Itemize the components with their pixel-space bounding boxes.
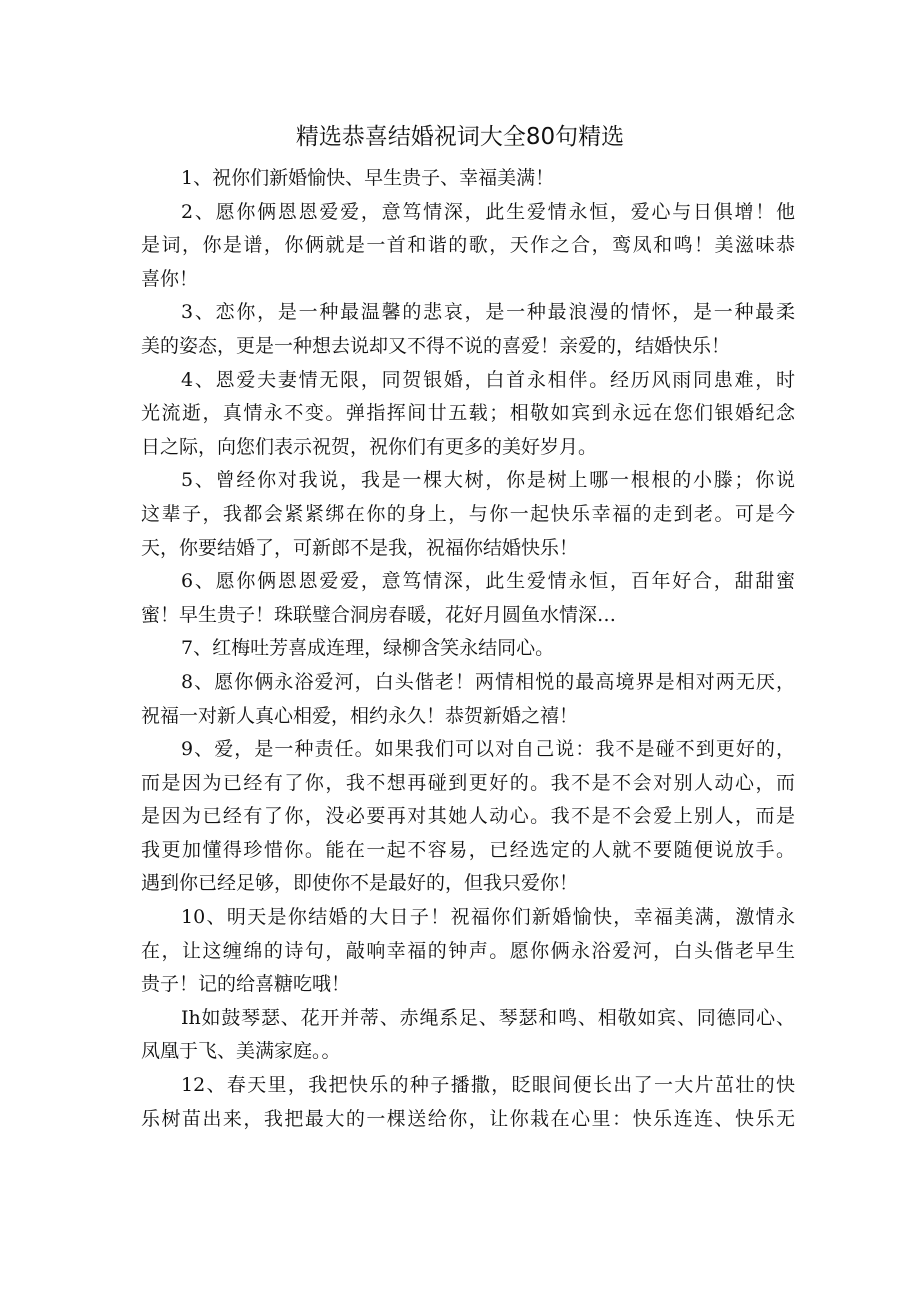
paragraph-line: 是因为已经有了你，没必要再对其她人动心。我不是不会爱上别人，而是	[141, 805, 795, 828]
paragraph-line: 天，你要结婚了，可新郎不是我，祝福你结婚快乐！	[141, 536, 579, 559]
paragraph-line: 遇到你已经足够，即使你不是最好的，但我只爱你！	[141, 872, 579, 895]
paragraph-line: 日之际，向您们表示祝贺，祝你们有更多的美好岁月。	[141, 435, 598, 458]
paragraph-line: 光流逝，真情永不变。弹指挥间廿五载；相敬如宾到永远在您们银婚纪念	[141, 402, 795, 425]
blessing-paragraph	[141, 733, 795, 901]
paragraph-line: 而是因为已经有了你，我不想再碰到更好的。我不是不会对别人动心，而	[141, 771, 795, 794]
blessing-paragraph	[141, 364, 795, 465]
document-body	[141, 162, 795, 1136]
paragraph-line: 喜你！	[141, 267, 199, 290]
paragraph-line: 在，让这缠绵的诗句，敲响幸福的钟声。愿你俩永浴爱河，白头偕老早生	[141, 939, 795, 962]
paragraph-line: 7、红梅吐芳喜成连理，绿柳含笑永结同心。	[181, 637, 555, 660]
paragraph-line: 8、愿你俩永浴爱河，白头偕老！两情相悦的最高境界是相对两无厌，	[181, 670, 795, 693]
paragraph-line: 贵子！记的给喜糖吃哦！	[141, 973, 351, 996]
blessing-paragraph	[141, 901, 795, 1002]
blessing-paragraph	[141, 1069, 795, 1136]
blessing-paragraph	[141, 666, 795, 733]
paragraph-line: 1、祝你们新婚愉快、早生贵子、幸福美满！	[181, 167, 555, 189]
paragraph-line: 12、春天里，我把快乐的种子播撒，眨眼间便长出了一大片茁壮的快	[181, 1074, 795, 1097]
blessing-paragraph	[141, 296, 795, 363]
blessing-paragraph	[141, 632, 795, 666]
paragraph-line: 是词，你是谱，你俩就是一首和谐的歌，天作之合，鸾凤和鸣！美滋味恭	[141, 234, 795, 257]
paragraph-line: 凤凰于飞、美满家庭。。	[141, 1040, 341, 1063]
paragraph-line: Ih如鼓琴瑟、花开并蒂、赤绳系足、琴瑟和鸣、相敬如宾、同德同心、	[181, 1006, 795, 1029]
paragraph-line: 6、愿你俩恩恩爱爱，意笃情深，此生爱情永恒，百年好合，甜甜蜜	[181, 570, 795, 593]
paragraph-line: 祝福一对新人真心相爱，相约永久！恭贺新婚之禧！	[141, 704, 579, 727]
paragraph-line: 乐树苗出来，我把最大的一棵送给你，让你栽在心里：快乐连连、快乐无	[141, 1107, 795, 1130]
blessing-paragraph	[141, 196, 795, 297]
paragraph-line: 3、恋你，是一种最温馨的悲哀，是一种最浪漫的情怀，是一种最柔	[181, 301, 795, 324]
paragraph-line: 美的姿态，更是一种想去说却又不得不说的喜爱！亲爱的，结婚快乐！	[141, 334, 731, 357]
paragraph-line: 4、恩爱夫妻情无限，同贺银婚，白首永相伴。经历风雨同患难，时	[181, 368, 795, 391]
document-title: 精选恭喜结婚祝词大全80句精选	[295, 124, 625, 150]
paragraph-line: 5、曾经你对我说，我是一棵大树，你是树上哪一根根的小滕；你说	[181, 469, 795, 492]
paragraph-line: 9、爱，是一种责任。如果我们可以对自己说：我不是碰不到更好的，	[181, 738, 795, 761]
blessing-paragraph	[141, 565, 795, 632]
blessing-paragraph	[141, 162, 795, 196]
blessing-paragraph	[141, 464, 795, 565]
paragraph-line: 这辈子，我都会紧紧绑在你的身上，与你一起快乐幸福的走到老。可是今	[141, 502, 795, 525]
paragraph-line: 我更加懂得珍惜你。能在一起不容易，已经选定的人就不要随便说放手。	[141, 838, 795, 861]
paragraph-line: 蜜！早生贵子！珠联璧合洞房春暖，花好月圆鱼水情深…	[141, 603, 617, 626]
paragraph-line: 10、明天是你结婚的大日子！祝福你们新婚愉快，幸福美满，激情永	[181, 906, 795, 929]
paragraph-line: 2、愿你俩恩恩爱爱，意笃情深，此生爱情永恒，爱心与日俱增！他	[181, 200, 795, 223]
blessing-paragraph	[141, 1002, 795, 1069]
